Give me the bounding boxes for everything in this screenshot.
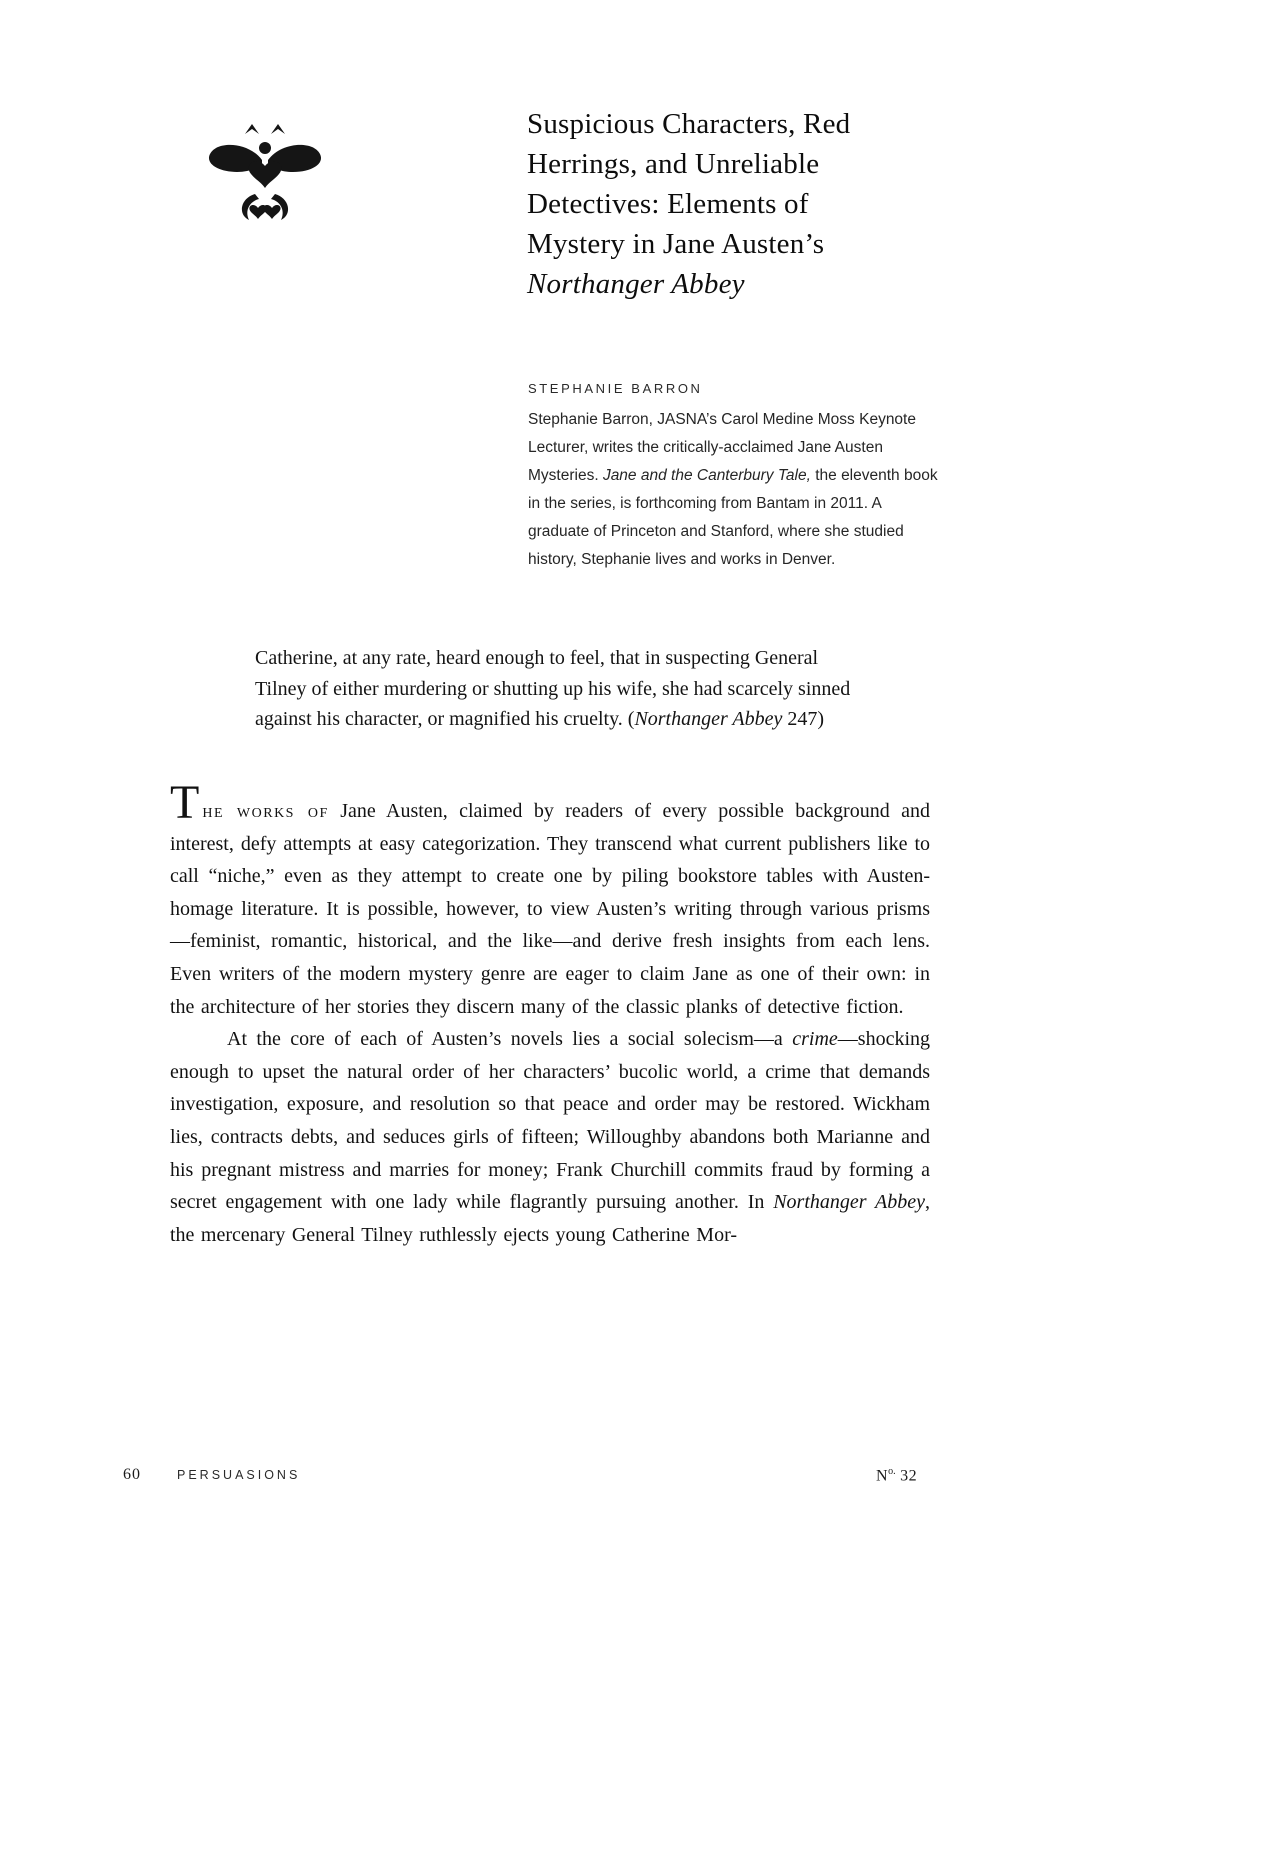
- body-paragraph-1: [170, 776, 930, 1023]
- fleuron-ornament: [200, 120, 330, 232]
- footer-issue-number: [876, 1466, 917, 1485]
- author-bio: Stephanie Barron, JASNA’s Carol Medine Moss Keynote Lecturer, writes the critically-acclaimed Jane Austen Mysteries. Jane and the Canterbury Tale, the eleventh book in the series, is forthcoming from Bantam in 2011. A graduate of Princeton and Stanford, where she studied history, Stephanie lives and works in Denver.: [528, 411, 938, 568]
- issue-num: 32: [900, 1467, 918, 1485]
- footer-left: [123, 1466, 300, 1484]
- title-line: Detectives: Elements of: [527, 188, 809, 220]
- issue-n: N: [876, 1467, 889, 1485]
- epigraph: Catherine, at any rate, heard enough to feel, that in suspecting General Tilney of either murdering or shutting up his wife, she had scarcely sinned against his character, or magnified his cruelty. (Northanger Abbey 247): [255, 647, 851, 730]
- footer-journal-name: PERSUASIONS: [177, 1468, 301, 1482]
- title-line: Mystery in Jane Austen’s: [527, 228, 825, 260]
- article-body: [170, 776, 931, 1251]
- issue-ordinal: o.: [888, 1466, 896, 1477]
- smallcaps-lead: he works of: [202, 800, 329, 822]
- footer-page-number: 60: [123, 1466, 141, 1483]
- author-name: STEPHANIE BARRON: [528, 381, 703, 396]
- article-title: [527, 104, 967, 304]
- fleuron-icon: [204, 122, 326, 230]
- title-line: Suspicious Characters, Red: [527, 108, 851, 140]
- dropcap-letter: T: [170, 776, 200, 829]
- title-line-italic: Northanger Abbey: [527, 268, 745, 300]
- body-paragraph-2: At the core of each of Austen’s novels lies a social solecism—a crime—shocking enough to upset the natural order of her characters’ bucolic world, a crime that demands investigation, exposure, and resolution so that peace and order may be restored. Wickham lies, contracts debts, and seduces girls of fifteen; Willoughby abandons both Marianne and his pregnant mistress and marries for money; Frank Churchill commits fraud by forming a secret engagement with one lady while flagrantly pursuing another. In Northanger Abbey, the mercenary General Tilney ruthlessly ejects young Catherine Mor-: [170, 1028, 931, 1246]
- title-line: Herrings, and Unreliable: [527, 148, 820, 180]
- paragraph-text: Jane Austen, claimed by readers of every possible background and interest, defy attempts at easy categorization. They transcend what current publishers like to call “niche,” even as they attempt to create one by piling bookstore tables with Austen-homage literature. It is possible, however, to view Austen’s writing through various prisms—feminist, romantic, historical, and the like—and derive fresh insights from each lens. Even writers of the modern mystery genre are eager to claim Jane as one of their own: in the architecture of her stories they discern many of the classic planks of detective fiction.: [170, 800, 930, 1018]
